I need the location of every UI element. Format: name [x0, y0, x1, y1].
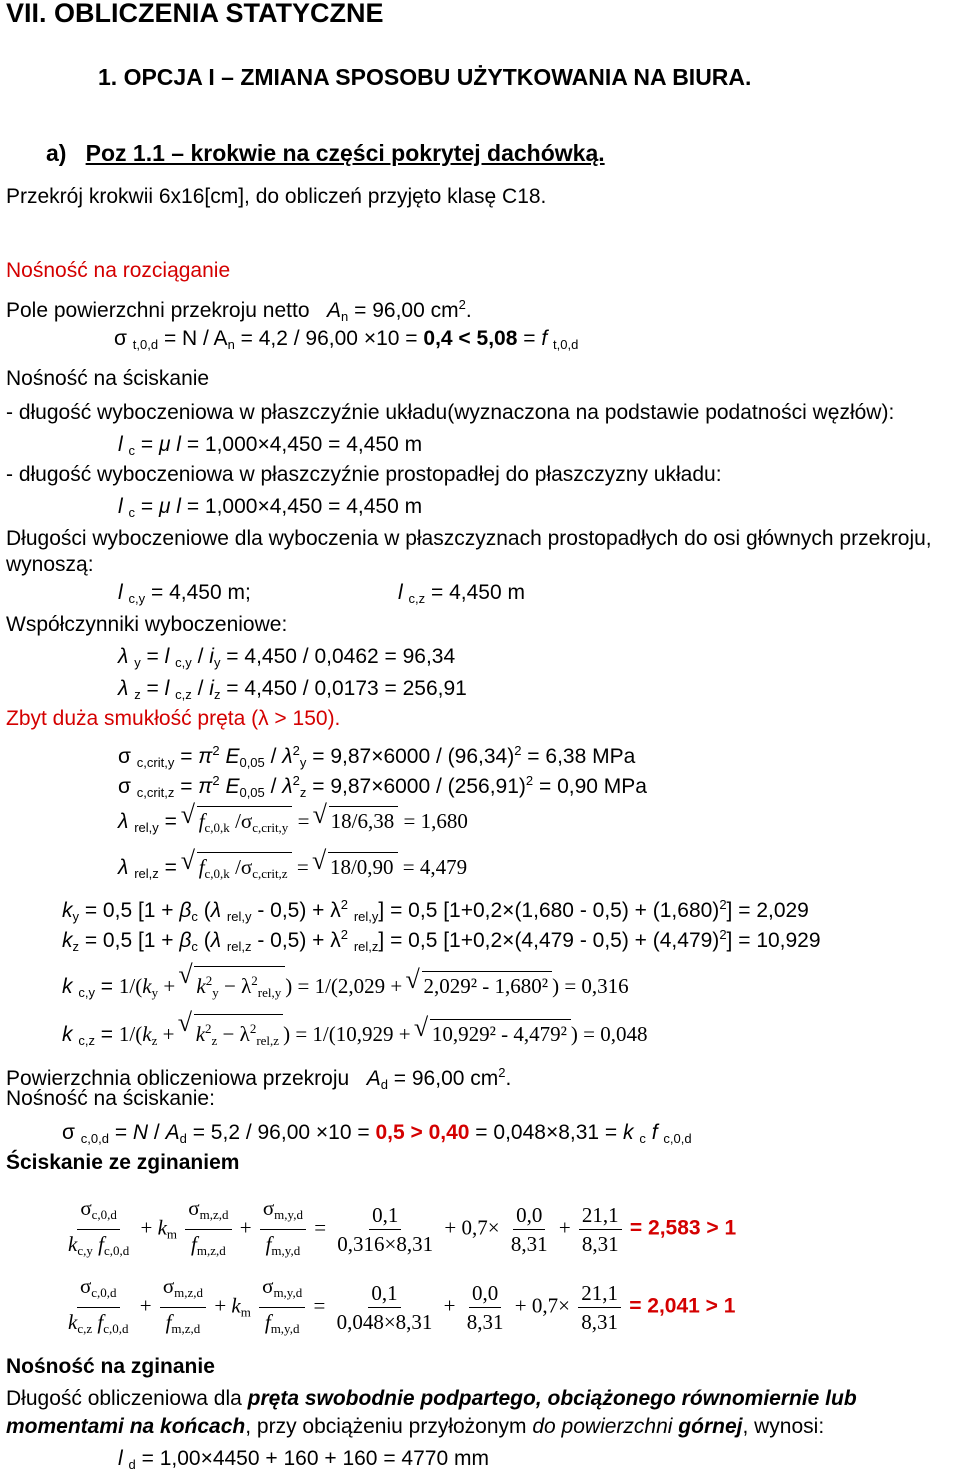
compression-heading-2: Nośność na ściskanie:: [6, 1087, 215, 1110]
lambda-rel-z-result: = 4,479: [402, 855, 468, 879]
lc-out-plane: l $_c$ = μ l = 1,000×4,450 = 4,450 m: [118, 495, 423, 520]
span-text-1a: Długość obliczeniowa dla: [6, 1387, 248, 1410]
span-text-2a: momentami na końcach: [6, 1415, 246, 1438]
lcz-value: = 4,450 m: [430, 581, 525, 604]
combined-z-n1: 0,1: [368, 1281, 400, 1308]
tension-heading: Nośność na rozciąganie: [6, 259, 231, 282]
kcz-root: √ 10,929² - 4,479²: [430, 1019, 571, 1046]
sigma-crit-z-line: σ $_{c,crit,z} = \pi^2$ $E_{0,05} / \lambda^2_z = 9,87\times 6000 / (256,91)^2 = 0,90$ MPa: [118, 773, 647, 800]
kcy-result: ) = 0,316: [552, 974, 629, 998]
span-text-2: [6, 1414, 824, 1440]
lambda-rel-z-line: λ $_{rel,z}$ = √ $f_{c,0,k}$ $/\sigma_{c,crit,z}$ = √ 18/0,90 = 4,479: [118, 852, 467, 887]
option-heading: 1. OPCJA I – ZMIANA SPOSOBU UŻYTKOWANIA NA BIURA.: [98, 64, 752, 90]
lambda-y-value: = 4,450 / 0,0462 = 96,34: [226, 645, 456, 668]
span-text-2c: do powierzchni: [532, 1415, 673, 1438]
span-text-2b: , przy obciążeniu przyłożonym: [245, 1415, 533, 1438]
section-description: Przekrój krokwii 6x16[cm], do obliczeń przyjęto klasę C18.: [6, 185, 547, 208]
sigma-c0d-line: σ $_{c,0,d} = N / A_d = 5,2 / 96,00 \times 10 = 0,5 > 0,40 = 0,048\times 8,31 = k$ $_c$ f $_{c,0,d}$: [62, 1121, 692, 1146]
tension-eq-result: 0,4 < 5,08: [423, 327, 518, 350]
kz-value: = 0,5 [1+0,2×(4,479 - 0,5) + (4,479): [390, 929, 720, 952]
page-title: VII. OBLICZENIA STATYCZNE: [6, 0, 384, 28]
kcz-numeric: = 1/(10,929 +: [295, 1022, 416, 1046]
design-area-line: Powierzchnia obliczeniowa przekroju $A_d = 96,00$ $cm^2$.: [6, 1065, 512, 1092]
ky-line: $k_y = 0,5$ [$1 + \beta_c$ (λ $_{rel,y} - 0,5) + \lambda^2$ $_{rel,y}$] = 0,5 $[1+0,2\times(1,680 - 0,5) + (1,680)^2] = 2,029$: [62, 897, 809, 924]
lcy-line: l $_{c,y}$ = 4,450 m;: [118, 581, 251, 606]
tension-equation: σ $_{t,0,d} = N / A_n = 4,2 / 96,00 \times 10 = 0,4 < 5,08 = f$ $_{t,0,d}$: [114, 327, 579, 352]
span-text-2e: , wynosi:: [742, 1415, 825, 1438]
lambda-rel-y-line: λ $_{rel,y}$ = √ $f_{c,0,k}$ $/\sigma_{c,crit,y}$ = √ 18/6,38 = 1,680: [118, 806, 468, 841]
lc-in-plane: l $_c$ = μ l = 1,000×4,450 = 4,450 m: [118, 433, 423, 458]
tension-eq-b: = 4,2 / 96,00 ×10 =: [240, 327, 418, 350]
combined-heading: Ściskanie ze zginaniem: [6, 1151, 240, 1174]
position-heading: [46, 140, 605, 166]
kcy-line: k $_{c,y} = 1/(k_y$ + √ $k^2_y - \lambda^2_{rel,y}$ ) = 1/(2,029 + √ 2,029² - 1,680² ) = 0,316: [62, 966, 629, 1006]
ky-value: = 0,5 [1+0,2×(1,680 - 0,5) + (1,680): [390, 899, 720, 922]
combined-y-n2: 0,0: [513, 1203, 545, 1230]
ld-line: l $_d$ = 1,00×4450 + 160 + 160 = 4770 mm: [118, 1447, 489, 1472]
sigma-crit-y-value: = 9,87×6000 / (96,34): [312, 745, 515, 768]
combined-y-d3: 8,31: [581, 1232, 619, 1256]
kz-result: ] = 10,929: [726, 929, 821, 952]
position-prefix: a): [46, 140, 67, 166]
kcy-numeric: = 1/(2,029 +: [297, 974, 408, 998]
span-text-1b: pręta swobodnie podpartego, obciążonego równomiernie lub: [247, 1387, 857, 1410]
sigma-crit-z-result: = 0,90 MPa: [538, 775, 647, 798]
kcy-root: √ 2,029² - 1,680²: [422, 971, 553, 998]
kcz-result: ) = 0,048: [570, 1022, 648, 1046]
buckling-out-plane: - długość wyboczeniowa w płaszczyźnie prostopadłej do płaszczyzny układu:: [6, 463, 722, 486]
lengths-note-2: wynoszą:: [6, 553, 94, 576]
combined-z-n2: 0,0: [469, 1281, 501, 1308]
combined-z-d3: 8,31: [581, 1310, 618, 1334]
bending-heading: Nośność na zginanie: [6, 1355, 215, 1378]
coeffs-heading: Współczynniki wyboczeniowe:: [6, 613, 288, 636]
net-area-line: Pole powierzchni przekroju netto $A_n = 96,00$ $cm^2$.: [6, 297, 472, 324]
lcy-value: = 4,450 m;: [150, 581, 251, 604]
combined-y-d1: 0,316×8,31: [337, 1232, 434, 1256]
combined-y-n3: 21,1: [579, 1203, 622, 1230]
combined-y-n1: 0,1: [369, 1203, 401, 1230]
combined-y-result: = 2,583 > 1: [629, 1216, 737, 1240]
tension-eq-a: = N / A: [163, 327, 228, 350]
buckling-in-plane: - długość wyboczeniowa w płaszczyźnie układu(wyznaczona na podstawie podatności węzłów):: [6, 401, 895, 424]
sigma-crit-y-line: σ $_{c,crit,y} = \pi^2$ $E_{0,05} / \lambda^2_y = 9,87\times 6000 / (96,34)^2 = 6,38$ MPa: [118, 743, 636, 770]
sigma-c0d-tail: = 0,048×8,31 =: [475, 1121, 618, 1144]
sigma-c0d-check: 0,5 > 0,40: [375, 1121, 470, 1144]
position-title: Poz 1.1 – krokwie na części pokrytej dachówką.: [85, 140, 605, 166]
combined-z-d2: 8,31: [466, 1310, 504, 1334]
lambda-z-line: λ $_z$ = l $_{c,z} / i_z = 4,450 / 0,0173 = 256,91$: [118, 677, 467, 702]
lambda-rel-z-root: √ 18/0,90: [328, 852, 398, 879]
ky-result: ] = 2,029: [726, 899, 809, 922]
sigma-crit-y-result: = 6,38 MPa: [527, 745, 636, 768]
sigma-c0d-value: = 5,2 / 96,00 ×10 =: [192, 1121, 370, 1144]
combined-z-equation: $\frac{\sigma_{c,0,d}}{k_{c,z} f_{c,0,d}}$ + $\frac{\sigma_{m,z,d}}{f_{m,z,d}}$ + $k_m$ $\frac{\sigma_{m,y,d}}{f_{m,y,d}}$ = $\frac{0,1}{0,048\times 8,31}$ + $\frac{0,0}{8,31}$ + 0,7× $\frac{21,1}{8,31}$ = 2,041 > 1: [68, 1274, 736, 1336]
span-text-1: [6, 1386, 857, 1412]
lambda-z-value: = 4,450 / 0,0173 = 256,91: [226, 677, 467, 700]
lc-out-plane-value: = 1,000×4,450 = 4,450 m: [186, 495, 423, 518]
sigma-crit-z-value: = 9,87×6000 / (256,91): [312, 775, 526, 798]
net-area-value: = 96,00 cm: [354, 299, 459, 322]
design-area-value: = 96,00 cm: [393, 1067, 499, 1090]
lambda-y-line: λ $_y$ = l $_{c,y} / i_y = 4,450 / 0,0462 = 96,34$: [118, 645, 456, 670]
lcz-line: l $_{c,z}$ = 4,450 m: [398, 581, 525, 606]
ld-value: = 1,00×4450 + 160 + 160 = 4770 mm: [141, 1447, 489, 1470]
compression-heading: Nośność na ściskanie: [6, 367, 210, 390]
combined-y-equation: $\frac{\sigma_{c,0,d}}{k_{c,y} f_{c,0,d}}$ + $k_m$ $\frac{\sigma_{m,z,d}}{f_{m,z,d}}$ + $\frac{\sigma_{m,y,d}}{f_{m,y,d}}$ = $\frac{0,1}{0,316\times 8,31}$ + 0,7× $\frac{0,0}{8,31}$ + $\frac{21,1}{8,31}$ = 2,583 > 1: [68, 1196, 737, 1258]
kcz-line: k $_{c,z} = 1/(k_z$ + √ $k^2_z - \lambda^2_{rel,z}$ ) = 1/(10,929 + √ 10,929² - 4,479² ) = 0,048: [62, 1014, 648, 1054]
combined-z-d1: 0,048×8,31: [336, 1310, 433, 1334]
combined-z-n3: 21,1: [578, 1281, 621, 1308]
combined-z-result: = 2,041 > 1: [629, 1294, 736, 1318]
kz-line: $k_z = 0,5$ [$1 + \beta_c$ (λ $_{rel,z} - 0,5) + \lambda^2$ $_{rel,z}$] = 0,5 $[1+0,2\times(4,479 - 0,5) + (4,479)^2] = 10,929$: [62, 927, 821, 954]
span-text-2d: górnej: [678, 1415, 743, 1438]
lc-in-plane-value: = 1,000×4,450 = 4,450 m: [186, 433, 423, 456]
lengths-note-1: Długości wyboczeniowe dla wyboczenia w płaszczyznach prostopadłych do osi głównych przekroju,: [6, 527, 932, 550]
design-area-label: Powierzchnia obliczeniowa przekroju: [6, 1067, 350, 1090]
net-area-label: Pole powierzchni przekroju netto: [6, 299, 310, 322]
lambda-rel-y-result: = 1,680: [403, 809, 468, 833]
lambda-rel-y-root: √ 18/6,38: [329, 806, 399, 833]
slenderness-warning: Zbyt duża smukłość pręta (λ > 150).: [6, 707, 341, 730]
combined-y-d2: 8,31: [510, 1232, 548, 1256]
